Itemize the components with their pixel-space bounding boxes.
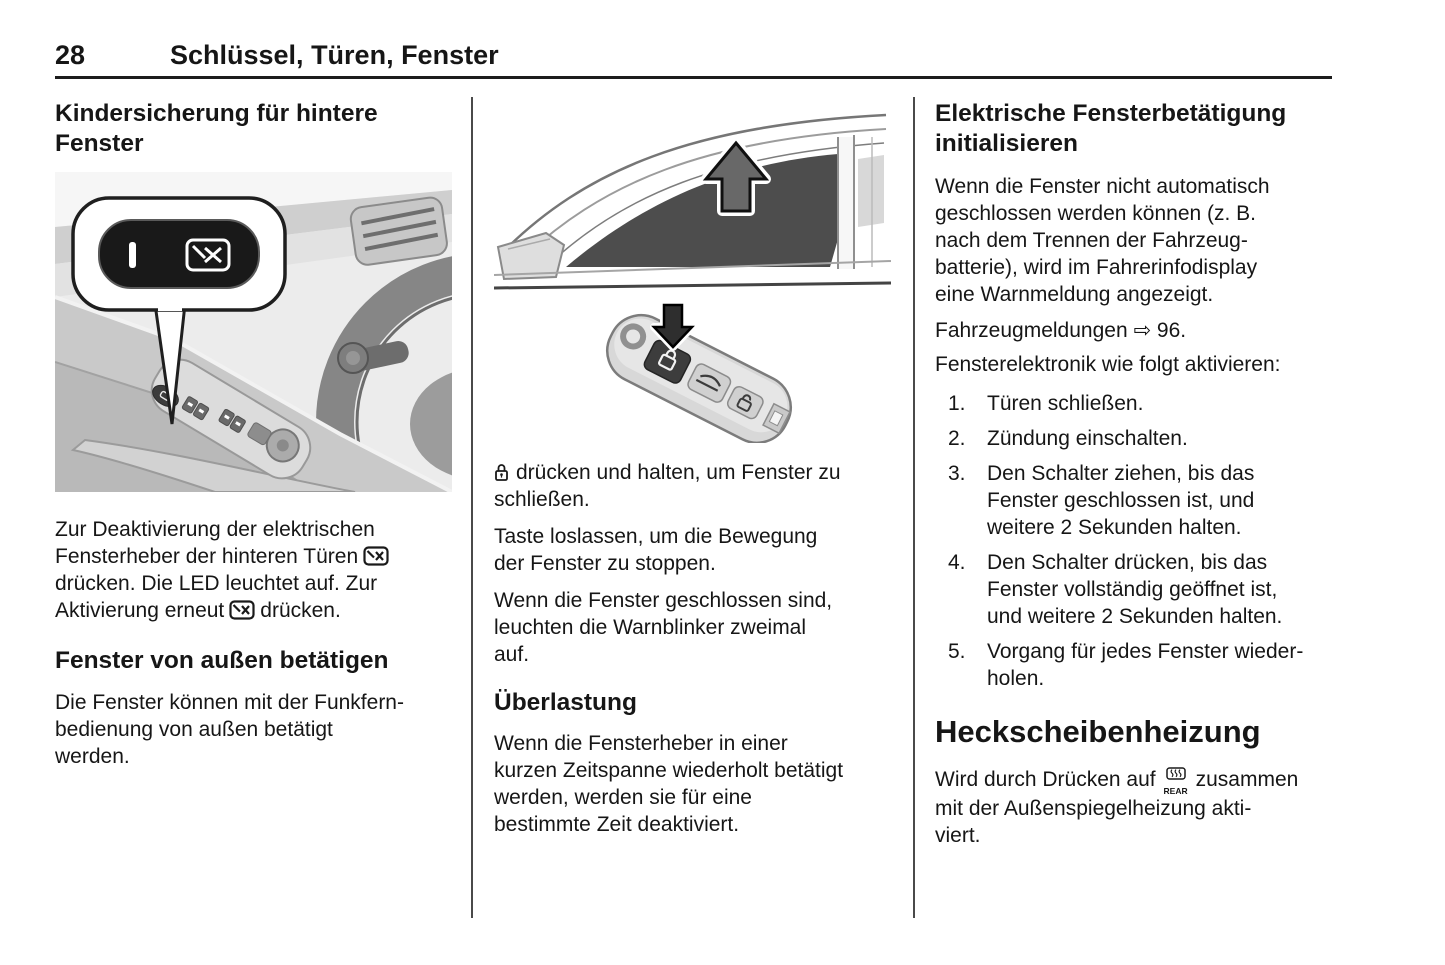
heading-line: Elektrische Fensterbetätigung [935,100,1287,127]
chapter-title: Schlüssel, Türen, Fenster [170,40,499,70]
text-line: Vorgang für jedes Fenster wieder- [987,640,1304,663]
text-line: Zur Deaktivierung der elektrischen [55,518,375,541]
text-line: werden, werden sie für eine [494,786,752,809]
list-item [935,390,1332,417]
column-divider [471,97,473,918]
column-divider [913,97,915,918]
lock-icon [494,462,509,482]
air-vent-icon [349,196,448,266]
list-number: 1. [948,392,966,415]
door-panel-illustration [55,172,452,492]
text-line: Zündung einschalten. [987,427,1188,450]
body-paragraph [494,523,891,577]
text-line: schließen. [494,488,590,511]
body-paragraph [494,587,891,668]
page-number: 28 [55,40,86,70]
remote-key-figure [494,301,891,450]
ordered-list [935,390,1332,692]
text-line: drücken. Die LED leuchtet auf. Zur [55,572,378,595]
text-line: und weitere 2 Sekunden halten. [987,605,1283,628]
text-line: der Fenster zu stoppen. [494,552,716,575]
text-line: Wenn die Fenster nicht automatisch [935,175,1270,198]
text-line: drücken und halten, um Fenster zu [516,461,841,484]
list-item [935,460,1332,541]
text-line: Den Schalter ziehen, bis das [987,462,1255,485]
text-line: holen. [987,667,1045,690]
text-line: nach dem Trennen der Fahrzeug- [935,229,1248,252]
heading-line: initialisieren [935,130,1078,157]
text-line: auf. [494,643,530,666]
text-line: Den Schalter drücken, bis das [987,551,1268,574]
window-close-illustration [494,97,891,292]
cross-reference: Fahrzeugmeldungen ⇨ 96. [935,319,1187,342]
remote-key-illustration [494,301,891,443]
window-close-figure [494,97,891,299]
text-line: kurzen Zeitspanne wiederholt betätigt [494,759,844,782]
text-line: Taste loslassen, um die Bewegung [494,525,818,548]
body-paragraph: Fensterelektronik wie folgt aktivieren: [935,353,1281,376]
list-item [935,638,1332,692]
window-disable-icon [363,546,389,566]
chapter-section-heading: Heckscheibenheizung [935,714,1261,749]
right-column [935,95,1332,849]
text-line: zusammen [1195,768,1299,791]
text-line: eine Warnmeldung angezeigt. [935,283,1214,306]
list-number: 2. [948,427,966,450]
text-line: Fenster geschlossen ist, und [987,489,1255,512]
list-number: 5. [948,640,966,663]
list-item [935,549,1332,630]
text-line: Die Fenster können mit der Funkfern- [55,691,404,714]
text-line: Aktivierung erneut [55,599,225,622]
rear-heating-icon [1162,760,1190,795]
body-paragraph [494,459,891,513]
left-column [55,95,452,770]
section-heading [935,99,1332,159]
body-paragraph [935,760,1332,849]
header-rule [55,76,1332,79]
text-line: leuchten die Warnblinker zweimal [494,616,807,639]
body-paragraph [494,730,891,838]
text-line: werden. [55,745,130,768]
middle-column [494,95,891,838]
list-number: 4. [948,551,966,574]
section-heading: Kindersicherung für hintere Fenster [55,100,378,157]
sub-heading: Überlastung [494,689,637,716]
sub-heading: Fenster von außen betätigen [55,647,389,674]
text-line: bedienung von außen betätigt [55,718,333,741]
body-paragraph [55,689,452,770]
door-panel-figure [55,172,452,499]
rear-heating-label: REAR [1163,786,1188,796]
text-line: viert. [935,824,981,847]
text-line: drücken. [260,599,341,622]
window-disable-icon [229,600,255,620]
list-number: 3. [948,462,966,485]
text-line: Fenster vollständig geöffnet ist, [987,578,1278,601]
text-line: mit der Außenspiegelheizung akti- [935,797,1252,820]
text-line: Türen schließen. [987,392,1144,415]
text-line: weitere 2 Sekunden halten. [987,516,1242,539]
text-line: Fensterheber der hinteren Türen [55,545,359,568]
led-indicator [129,242,136,268]
list-item [935,425,1332,452]
text-line: geschlossen werden können (z. B. [935,202,1257,225]
text-line: Wird durch Drücken auf [935,768,1156,791]
text-line: Wenn die Fensterheber in einer [494,732,788,755]
body-paragraph [55,516,452,624]
text-line: bestimmte Zeit deaktiviert. [494,813,740,836]
text-line: Wenn die Fenster geschlossen sind, [494,589,833,612]
text-line: batterie), wird im Fahrerinfodisplay [935,256,1258,279]
body-paragraph [935,173,1332,308]
